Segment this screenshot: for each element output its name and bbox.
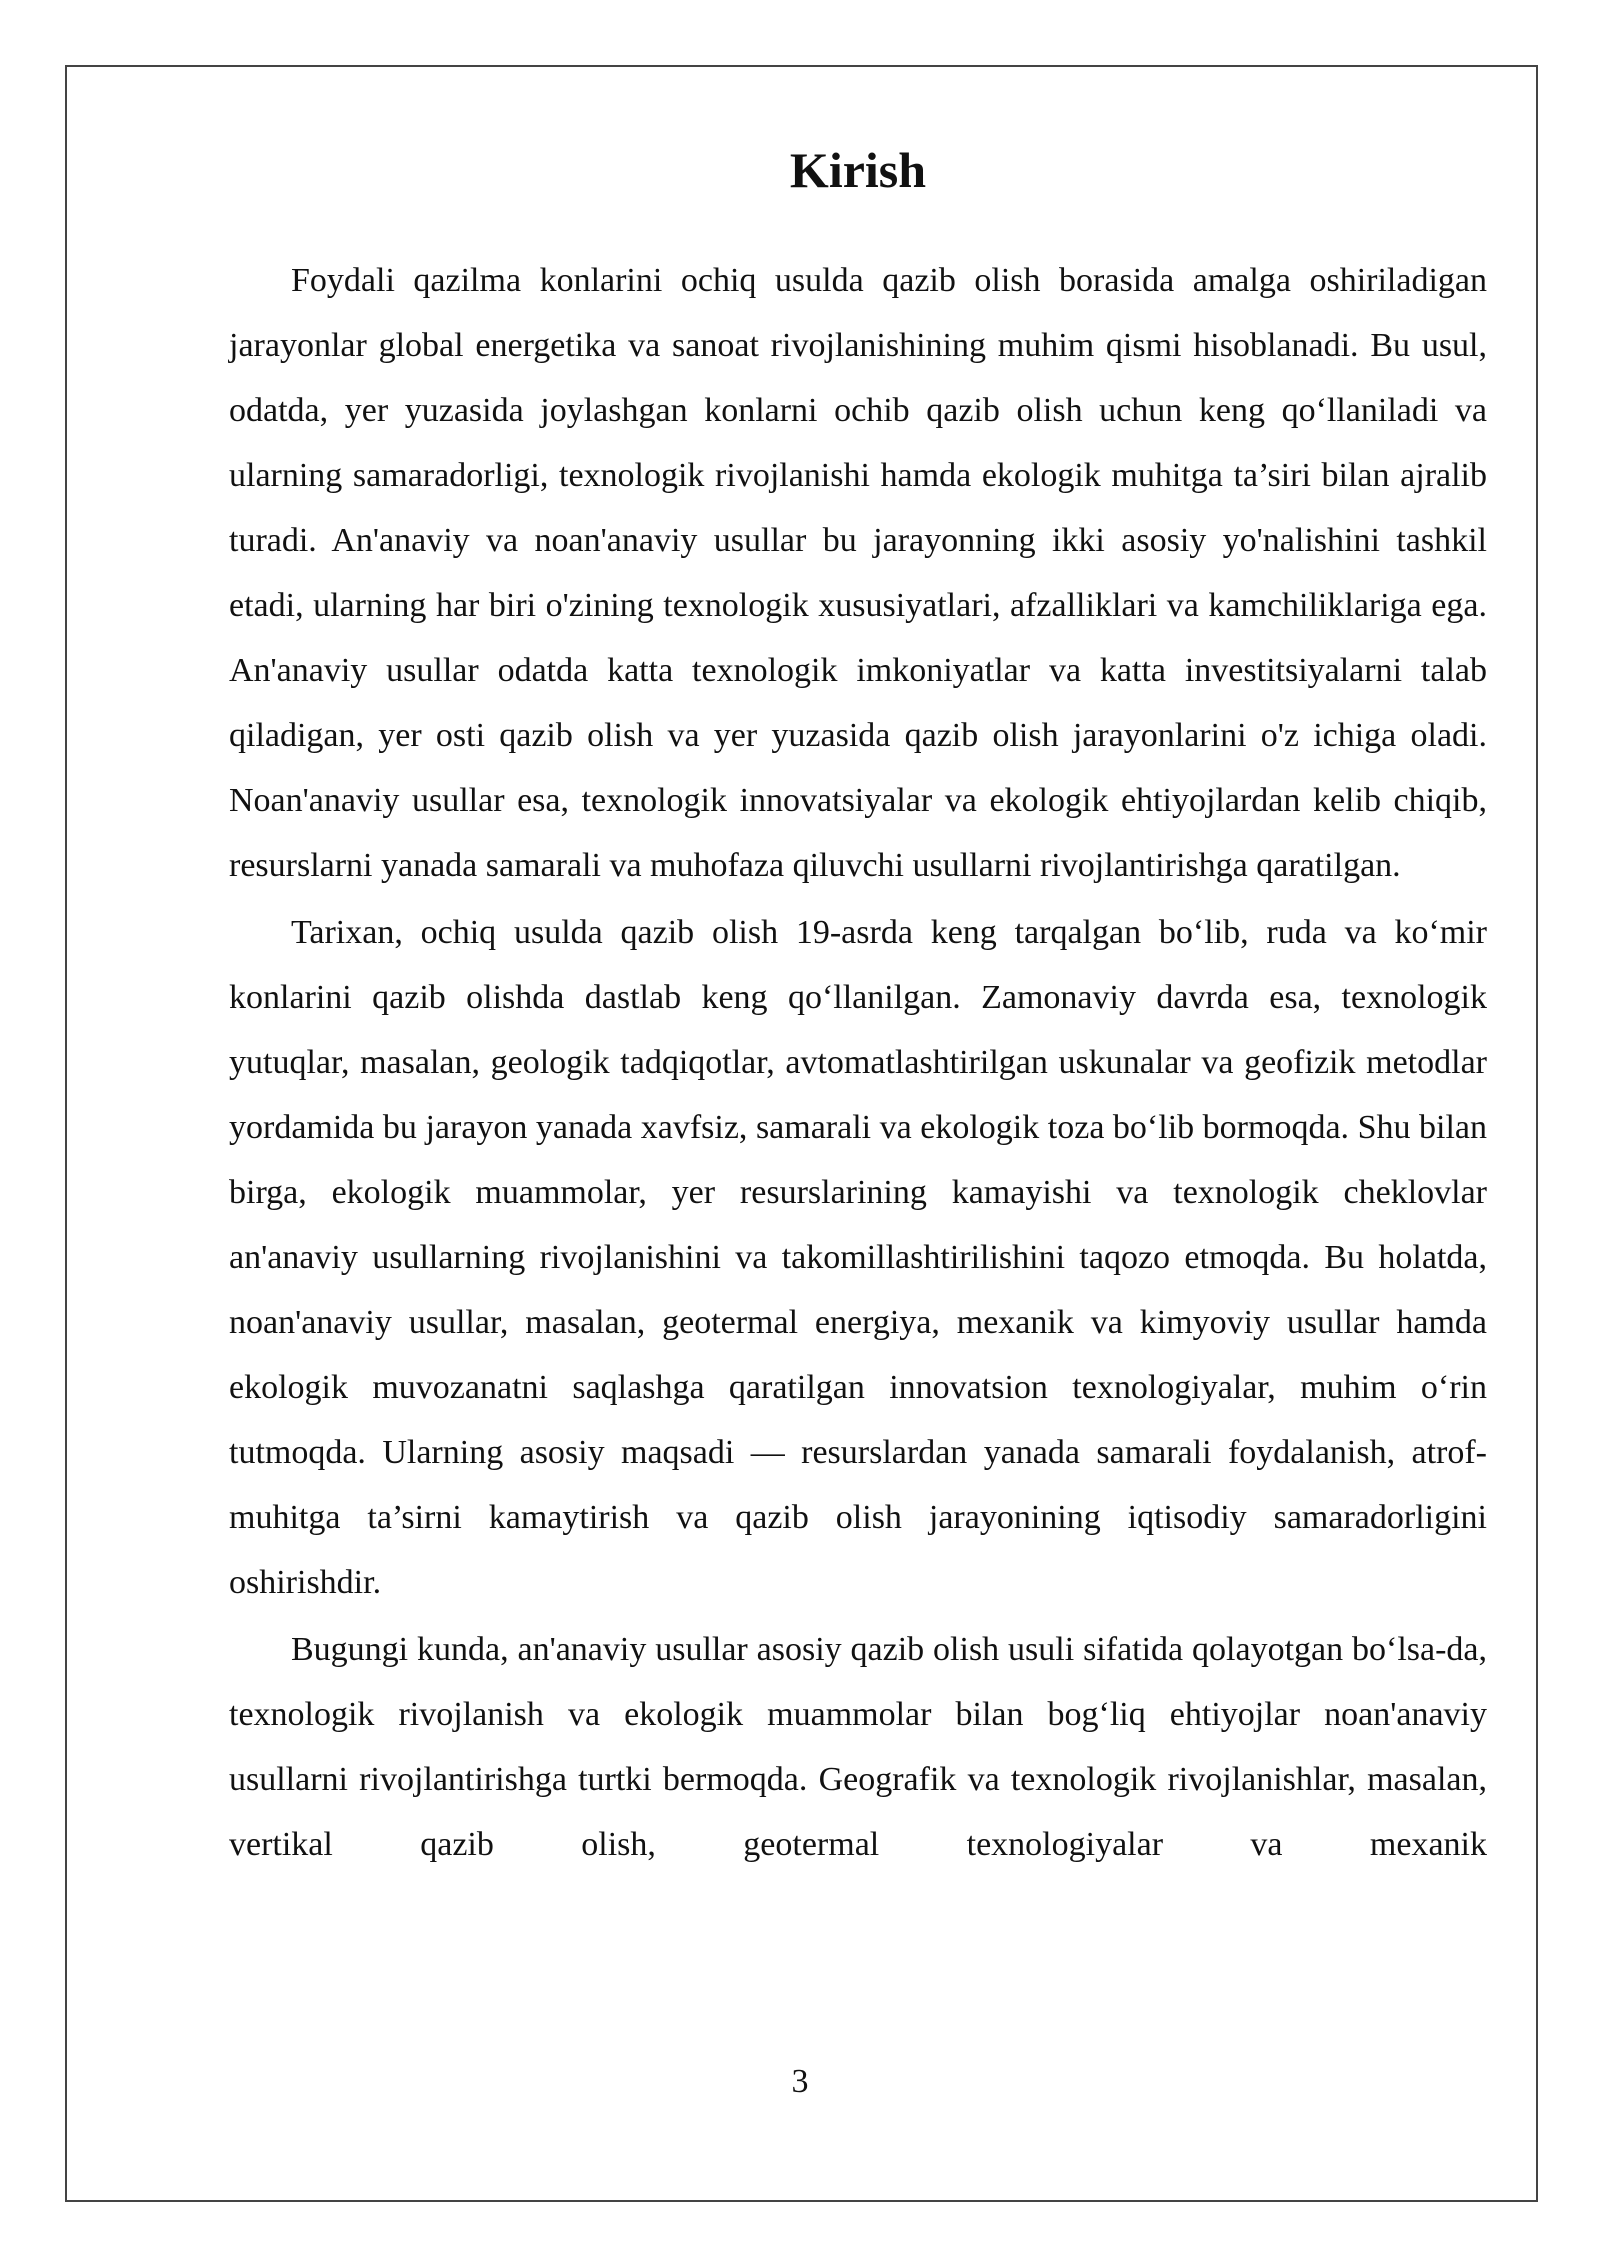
page-content bbox=[229, 140, 1487, 1879]
paragraph-3: Bugungi kunda, an'anaviy usullar asosiy qazib olish usuli sifatida qolayotgan bo‘lsa-da, texnologik rivojlanish va ekologik muammolar bilan bog‘liq ehtiyojlar noan'anaviy usullarni rivojlantirishga turtki bermoqda. Geografik va texnologik rivojlanishlar, masalan, vertikal qazib olish, geotermal texnologiyalar va mexanik bbox=[229, 1631, 1487, 1863]
paragraph-1: Foydali qazilma konlarini ochiq usulda qazib olish borasida amalga oshiriladigan jarayonlar global energetika va sanoat rivojlanishining muhim qismi hisoblanadi. Bu usul, odatda, yer yuzasida joylashgan konlarni ochib qazib olish uchun keng qo‘llaniladi va ularning samaradorligi, texnologik rivojlanishi hamda ekologik muhitga ta’siri bilan ajralib turadi. An'anaviy va noan'anaviy usullar bu jarayonning ikki asosiy yo'nalishini tashkil etadi, ularning har biri o'zining texnologik xususiyatlari, afzalliklari va kamchiliklariga ega. An'anaviy usullar odatda katta texnologik imkoniyatlar va katta investitsiyalarni talab qiladigan, yer osti qazib olish va yer yuzasida qazib olish jarayonlarini o'z ichiga oladi. Noan'anaviy usullar esa, texnologik innovatsiyalar va ekologik ehtiyojlardan kelib chiqib, resurslarni yanada samarali va muhofaza qiluvchi usullarni rivojlantirishga qaratilgan. bbox=[229, 262, 1487, 884]
page-number: 3 bbox=[791, 2063, 809, 2100]
page-title: Kirish bbox=[789, 142, 927, 198]
paragraph-2: Tarixan, ochiq usulda qazib olish 19-asrda keng tarqalgan bo‘lib, ruda va ko‘mir konlarini qazib olishda dastlab keng qo‘llanilgan. Zamonaviy davrda esa, texnologik yutuqlar, masalan, geologik tadqiqotlar, avtomatlashtirilgan uskunalar va geofizik metodlar yordamida bu jarayon yanada xavfsiz, samarali va ekologik toza bo‘lib bormoqda. Shu bilan birga, ekologik muammolar, yer resurslarining kamayishi va texnologik cheklovlar an'anaviy usullarning rivojlanishini va takomillashtirilishini taqozo etmoqda. Bu holatda, noan'anaviy usullar, masalan, geotermal energiya, mexanik va kimyoviy usullar hamda ekologik muvozanatni saqlashga qaratilgan innovatsion texnologiyalar, muhim o‘rin tutmoqda. Ularning asosiy maqsadi — resurslardan yanada samarali foydalanish, atrof-muhitga ta’sirni kamaytirish va qazib olish jarayonining iqtisodiy samaradorligini oshirishdir. bbox=[229, 914, 1487, 1601]
